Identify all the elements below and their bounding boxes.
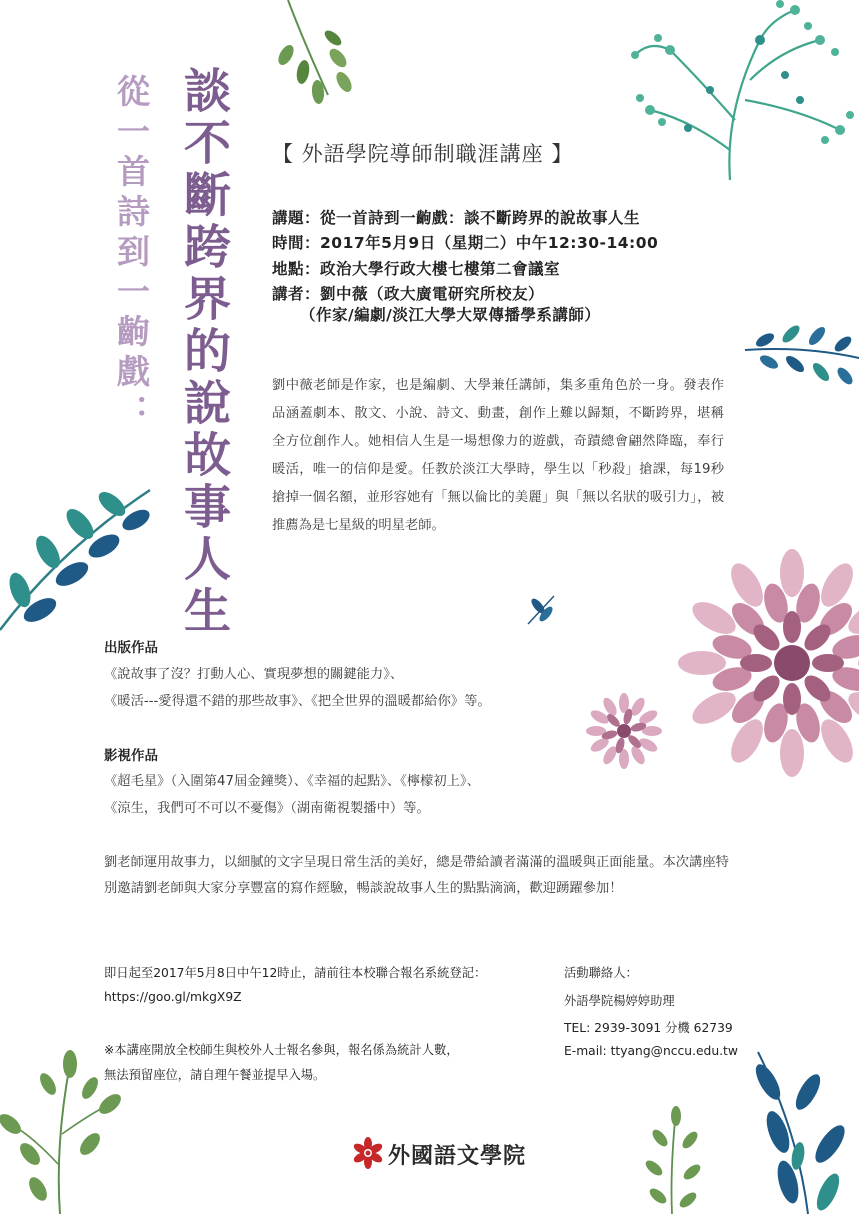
- film-work-line: 《涼生，我們可不可以不憂傷》（湖南衛視製播中）等。: [104, 801, 430, 816]
- registration-note: ※本講座開放全校師生與校外人士報名參與，報名係為統計人數，: [104, 1043, 459, 1057]
- contact-label: 活動聯絡人：: [564, 966, 638, 980]
- top-center-leaf-sprig-icon: [258, 0, 358, 110]
- publication-line: 《說故事了沒？打動人心、實現夢想的關鍵能力》、: [104, 667, 404, 682]
- publications-label: 出版作品: [104, 640, 158, 656]
- subtitle-vertical: 從一首詩到一齣戲：: [112, 74, 151, 434]
- red-seal-flower-icon: [352, 1137, 384, 1169]
- registration-link[interactable]: https://goo.gl/mkgX9Z: [104, 990, 242, 1004]
- film-works-label: 影視作品: [104, 748, 158, 764]
- small-blue-sprig-icon: [524, 592, 558, 628]
- college-logo-text: 外國語文學院: [388, 1143, 527, 1169]
- contact-phone: TEL: 2939-3091 分機 62739: [564, 1021, 733, 1035]
- contact-name: 外語學院楊婷婷助理: [564, 994, 675, 1008]
- college-logo: [352, 1137, 527, 1169]
- title-vertical: 談不斷跨界的說故事人生: [176, 66, 231, 638]
- series-heading: 【 外語學院導師制職涯講座 】: [272, 142, 574, 166]
- small-pink-dahlia-flower-icon: [584, 694, 664, 768]
- bottom-green-leaf-sprig-icon: [632, 1110, 712, 1214]
- lecture-venue: 地點：政治大學行政大樓七樓第二會議室: [272, 260, 561, 278]
- lecture-speaker: 講者：劉中薇（政大廣電研究所校友）: [272, 285, 545, 303]
- bottom-right-navy-leaves-icon: [738, 1052, 859, 1214]
- film-work-line: 《超毛星》（入圍第47屆金鐘獎）、《幸福的起點》、《檸檬初上》、: [104, 774, 480, 789]
- left-teal-leaf-branch-icon: [0, 470, 160, 640]
- lecture-topic: 講題：從一首詩到一齣戲：談不斷跨界的說故事人生: [272, 209, 641, 227]
- top-right-coral-branch-icon: [610, 0, 859, 180]
- right-navy-leaf-branch-icon: [745, 318, 859, 390]
- contact-email[interactable]: E-mail: ttyang@nccu.edu.tw: [564, 1044, 738, 1058]
- publication-line: 《暖活---愛得還不錯的那些故事》、《把全世界的溫暖都給你》等。: [104, 694, 491, 709]
- bottom-left-green-leaf-sprig-icon: [0, 1044, 120, 1214]
- speaker-bio: 劉中薇老師是作家，也是編劇、大學兼任講師，集多重角色於一身。發表作品涵蓋劇本、散文、小說、詩文、動畫，創作上難以歸類，不斷跨界，堪稱全方位創作人。她相信人生是一場想像力的遊戲，奇蹟總會翩然降臨，奉行暖活，唯一的信仰是愛。任教於淡江大學時，學生以「秒殺」搶課，每19秒搶掉一個名額，並形容她有「無以倫比的美麗」與「無以名狀的吸引力」，被推薦為是七星級的明星老師。: [272, 378, 724, 533]
- closing-paragraph: 劉老師運用故事力，以細膩的文字呈現日常生活的美好，總是帶給讀者滿滿的溫暖與正面能量。本次講座特別邀請劉老師與大家分享豐富的寫作經驗，暢談說故事人生的點點滴滴，歡迎踴躍參加！: [104, 855, 729, 896]
- registration-text: 即日起至2017年5月8日中午12時止，請前往本校聯合報名系統登記：: [104, 966, 487, 980]
- lecture-time: 時間：2017年5月9日（星期二）中午12:30-14:00: [272, 234, 659, 252]
- registration-note: 無法預留座位，請自理午餐並提早入場。: [104, 1068, 326, 1082]
- large-pink-dahlia-flower-icon: [682, 548, 859, 778]
- speaker-role: （作家/編劇/淡江大學大眾傳播學系講師）: [300, 306, 601, 324]
